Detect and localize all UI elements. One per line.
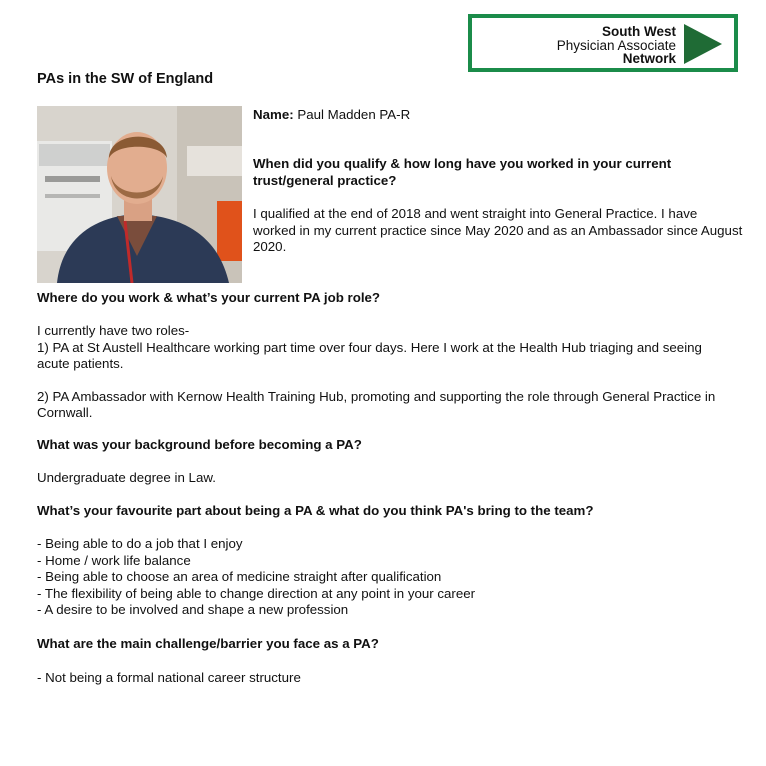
question-favourite-part: What’s your favourite part about being a PA & what do you think PA's bring to the team? [37, 503, 594, 518]
answer-favourite-part [37, 536, 475, 619]
question-challenge: What are the main challenge/barrier you face as a PA? [37, 636, 379, 651]
answer-background: Undergraduate degree in Law. [37, 470, 216, 485]
question-background: What was your background before becoming a PA? [37, 437, 362, 452]
list-item: - Being able to do a job that I enjoy [37, 536, 243, 551]
name-label: Name: [253, 107, 294, 122]
question-job-role: Where do you work & what’s your current PA job role? [37, 290, 381, 305]
list-item: - A desire to be involved and shape a new profession [37, 602, 349, 617]
answer-challenge [37, 670, 301, 687]
logo-text [480, 25, 676, 66]
list-item: - Not being a formal national career structure [37, 670, 301, 685]
answer-qualify: I qualified at the end of 2018 and went straight into General Practice. I have worked in my current practice since May 2020 and as an Ambassador since August 2020. [253, 206, 743, 254]
role-1: 1) PA at St Austell Healthcare working part time over four days. Here I work at the Health Hub triaging and seeing acute patients. [37, 339, 702, 371]
role-2: 2) PA Ambassador with Kernow Health Training Hub, promoting and supporting the role through General Practice in Cornwall. [37, 388, 716, 420]
profile-photo [37, 106, 242, 283]
name-line [253, 107, 410, 124]
page-title: PAs in the SW of England [37, 71, 214, 87]
list-item: - Being able to choose an area of medicine straight after qualification [37, 569, 442, 584]
question-qualify: When did you qualify & how long have you worked in your current trust/general practice? [253, 156, 672, 188]
list-item: - The flexibility of being able to change direction at any point in your career [37, 585, 476, 601]
logo-line-1: South West [602, 24, 676, 39]
network-logo [468, 14, 738, 72]
name-value: Paul Madden PA-R [297, 107, 411, 122]
roles-intro: I currently have two roles- [37, 323, 190, 338]
answer-job-role [37, 323, 737, 422]
logo-line-2: Physician Associate [556, 37, 676, 53]
list-item: - Home / work life balance [37, 552, 191, 568]
play-arrow-icon [682, 22, 724, 66]
logo-line-3: Network [622, 51, 676, 66]
person-photo-icon [37, 106, 242, 283]
